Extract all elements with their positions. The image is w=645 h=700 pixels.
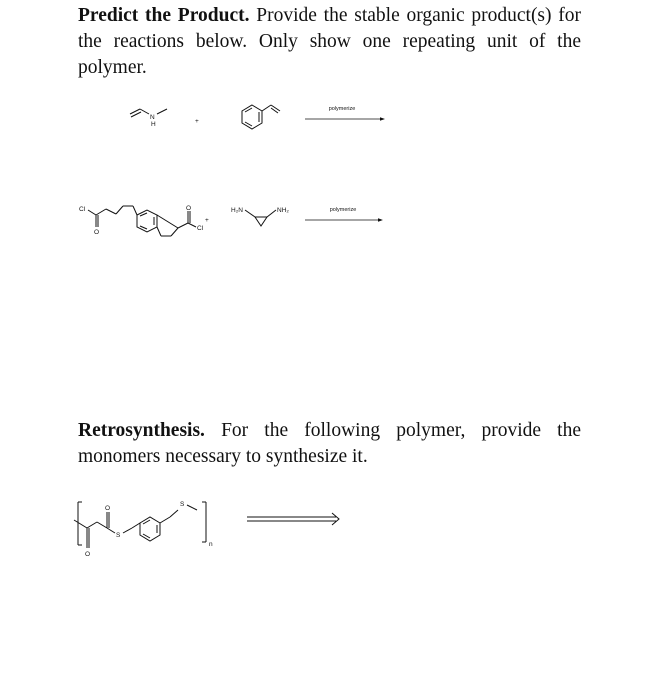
acyl-o-right: O: [186, 205, 192, 212]
polymer-s-right: S: [180, 501, 185, 508]
acyl-o-left: O: [94, 229, 100, 236]
polymer-o-bottom: O: [85, 551, 91, 558]
predict-product-instructions: [78, 3, 581, 81]
acyl-cl-right: Cl: [197, 225, 204, 232]
predict-product-text: Provide the stable organic product(s) for the reactions below. Only show one repeating unit of the polymer.: [78, 5, 582, 78]
retrosynthesis-arrow: [247, 513, 339, 525]
amine-right-label: NH₂: [277, 207, 289, 214]
n-methyl-vinylamine-structure: [130, 109, 167, 117]
polymer-o-top: O: [105, 505, 111, 512]
reaction-2: [75, 182, 395, 242]
amine-left-label: H₂N: [231, 207, 243, 214]
arrow-head: [378, 218, 383, 221]
arrow-label-polymerize: polymerize: [328, 106, 356, 112]
amine-n-label: N: [150, 114, 155, 121]
plus-sign: +: [205, 217, 209, 224]
polymer-repeat-n: n: [209, 541, 213, 548]
predict-product-heading: Predict the Product.: [78, 5, 250, 26]
polymer-s-left: S: [116, 532, 121, 539]
polymer-bonds: [74, 502, 206, 548]
arrow-label-polymerize: polymerize: [329, 207, 357, 213]
diaminocyclopropane-structure: [245, 210, 276, 226]
arrow-head: [380, 117, 385, 120]
plus-sign: +: [195, 118, 199, 125]
reaction-1: [120, 95, 400, 145]
polymer-structure: [70, 490, 350, 575]
retrosynthesis-heading: Retrosynthesis.: [78, 420, 205, 441]
amine-h-label: H: [151, 121, 156, 128]
diacid-chloride-structure: [88, 206, 196, 236]
acyl-cl-left: Cl: [79, 206, 86, 213]
styrene-structure: [242, 105, 280, 129]
retrosynthesis-text: For the following polymer, provide the monomers necessary to synthesize it.: [78, 420, 581, 467]
retrosynthesis-instructions: [78, 418, 581, 470]
